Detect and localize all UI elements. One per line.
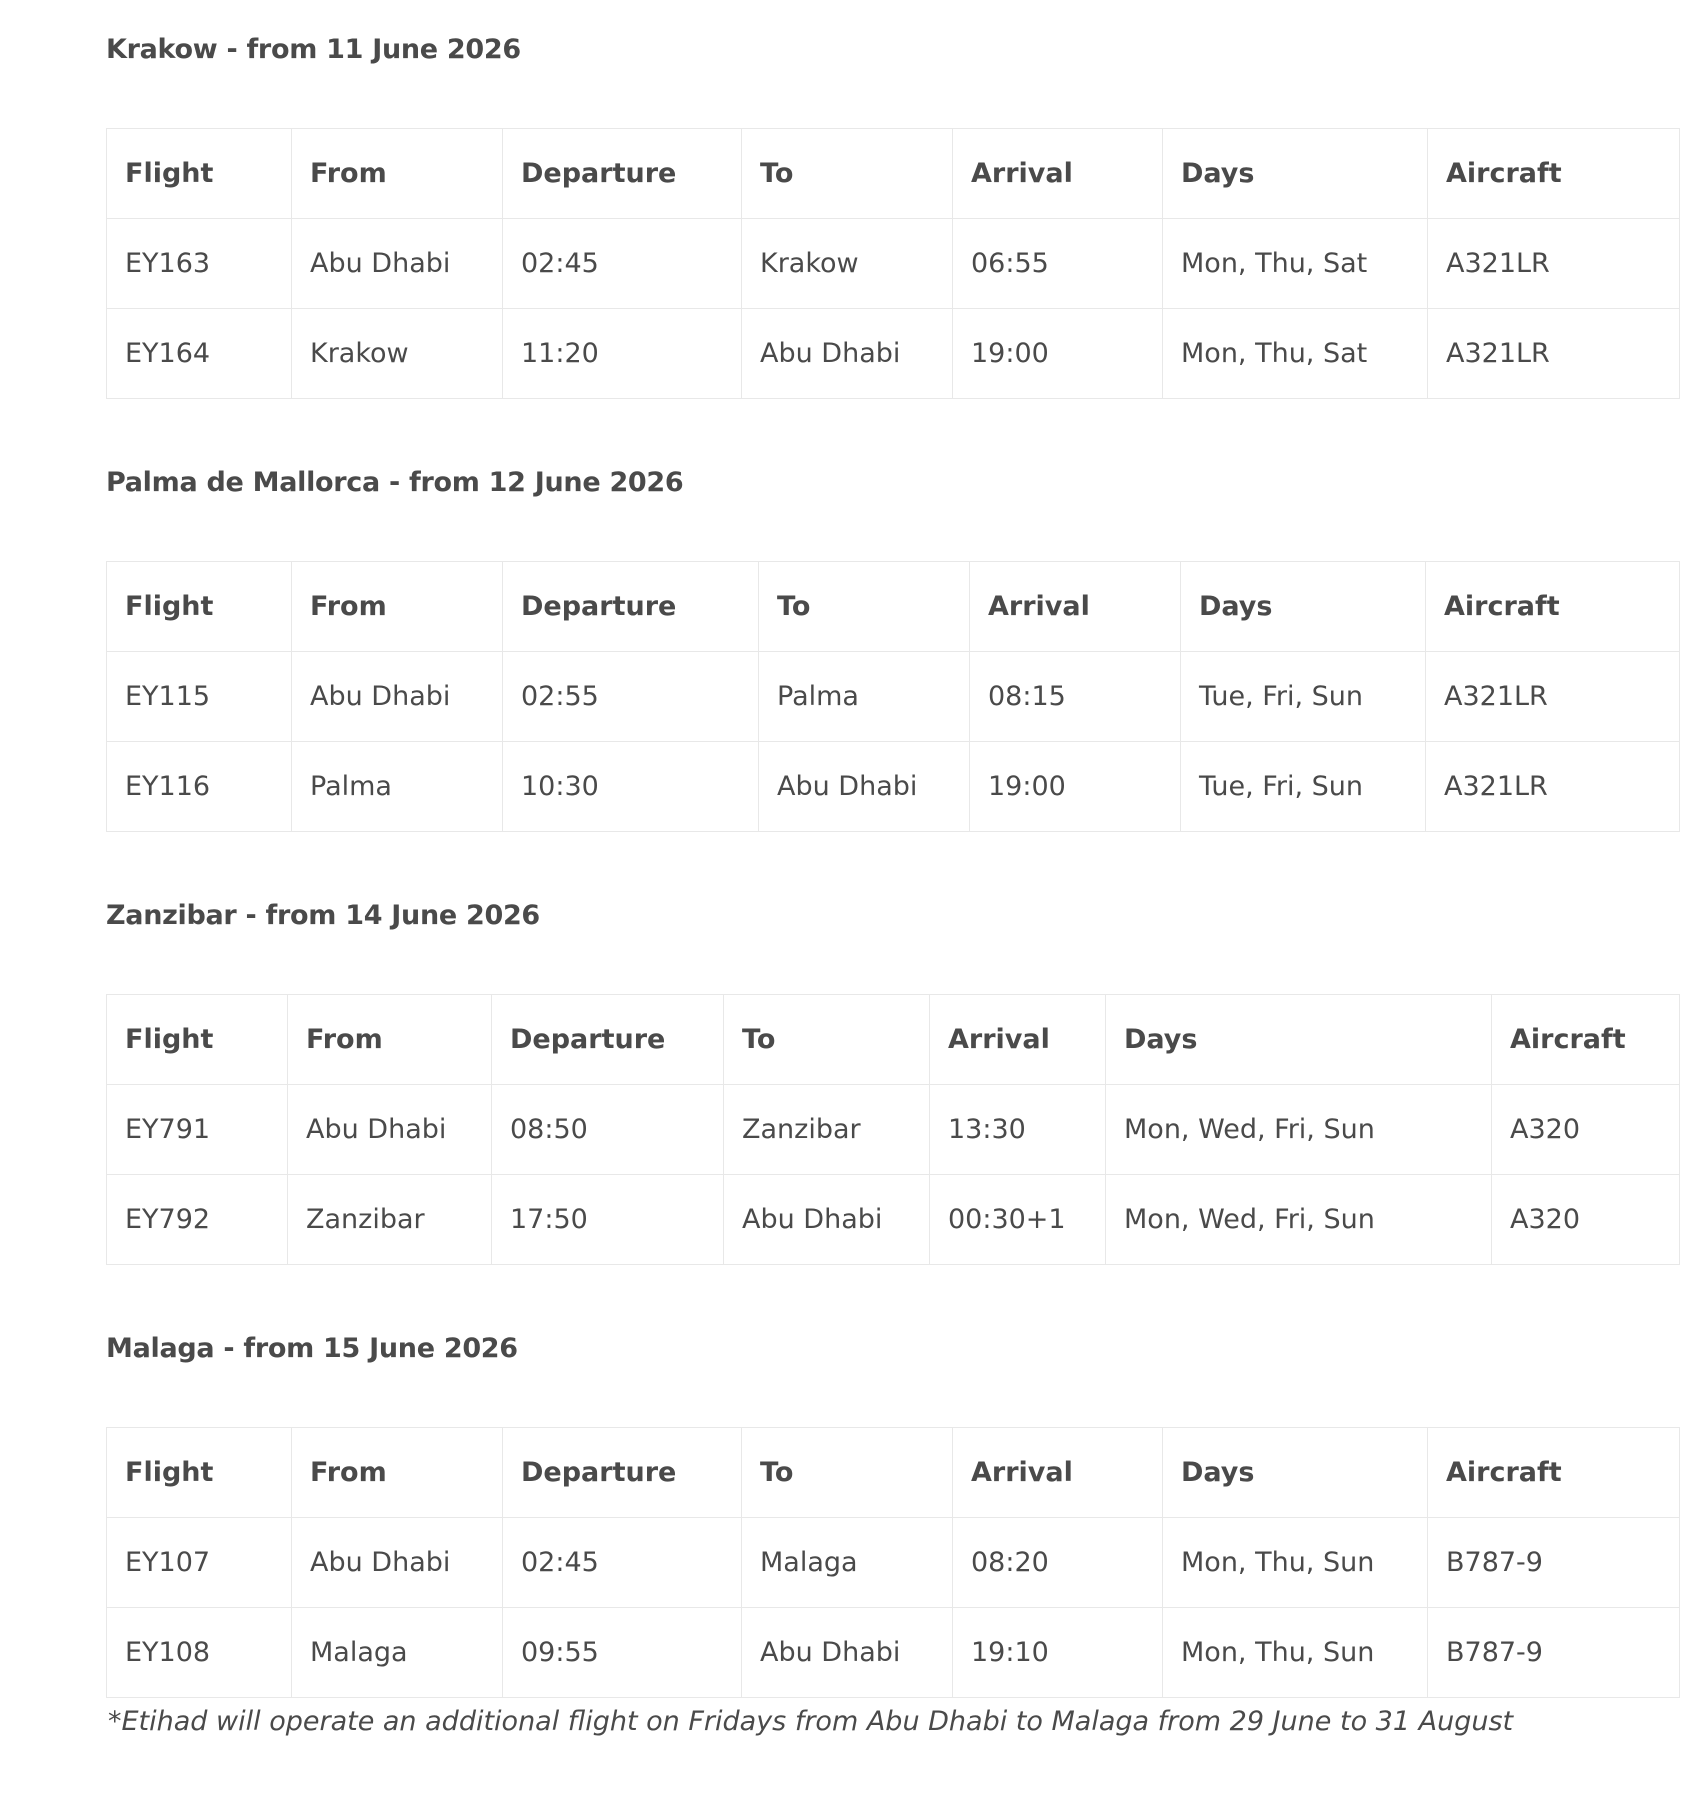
route-title-krakow: Krakow - from 11 June 2026 xyxy=(106,34,521,65)
table-header-row xyxy=(107,995,1680,1085)
operating-days-cell: Mon, Thu, Sat xyxy=(1163,219,1428,309)
arrival-time-cell: 08:20 xyxy=(953,1518,1163,1608)
table-row xyxy=(107,1085,1680,1175)
table-header-row xyxy=(107,562,1680,652)
column-header-to: To xyxy=(742,129,953,219)
flight-number-cell: EY791 xyxy=(107,1085,288,1175)
column-header-aircraft: Aircraft xyxy=(1492,995,1680,1085)
column-header-flight: Flight xyxy=(107,1428,292,1518)
column-header-from: From xyxy=(292,562,503,652)
destination-cell: Abu Dhabi xyxy=(742,1608,953,1698)
flight-number-cell: EY163 xyxy=(107,219,292,309)
route-title-palma: Palma de Mallorca - from 12 June 2026 xyxy=(106,467,684,498)
origin-cell: Palma xyxy=(292,742,503,832)
arrival-time-cell: 19:10 xyxy=(953,1608,1163,1698)
table-row xyxy=(107,309,1680,399)
arrival-time-cell: 19:00 xyxy=(970,742,1181,832)
column-header-departure: Departure xyxy=(503,1428,742,1518)
origin-cell: Abu Dhabi xyxy=(292,1518,503,1608)
column-header-arrival: Arrival xyxy=(953,129,1163,219)
destination-cell: Abu Dhabi xyxy=(742,309,953,399)
route-title-malaga: Malaga - from 15 June 2026 xyxy=(106,1333,518,1364)
column-header-from: From xyxy=(288,995,492,1085)
flight-number-cell: EY115 xyxy=(107,652,292,742)
aircraft-cell: A321LR xyxy=(1426,652,1680,742)
route-title-zanzibar: Zanzibar - from 14 June 2026 xyxy=(106,900,540,931)
flight-number-cell: EY792 xyxy=(107,1175,288,1265)
operating-days-cell: Mon, Thu, Sat xyxy=(1163,309,1428,399)
schedule-table-palma xyxy=(106,561,1680,832)
aircraft-cell: B787-9 xyxy=(1428,1608,1680,1698)
aircraft-cell: A321LR xyxy=(1428,309,1680,399)
column-header-arrival: Arrival xyxy=(970,562,1181,652)
destination-cell: Abu Dhabi xyxy=(759,742,970,832)
column-header-days: Days xyxy=(1181,562,1426,652)
table-row xyxy=(107,1175,1680,1265)
column-header-aircraft: Aircraft xyxy=(1426,562,1680,652)
table-header-row xyxy=(107,1428,1680,1518)
aircraft-cell: B787-9 xyxy=(1428,1518,1680,1608)
origin-cell: Krakow xyxy=(292,309,503,399)
operating-days-cell: Tue, Fri, Sun xyxy=(1181,652,1426,742)
operating-days-cell: Mon, Wed, Fri, Sun xyxy=(1106,1175,1492,1265)
destination-cell: Malaga xyxy=(742,1518,953,1608)
departure-time-cell: 17:50 xyxy=(492,1175,724,1265)
operating-days-cell: Tue, Fri, Sun xyxy=(1181,742,1426,832)
table-row xyxy=(107,219,1680,309)
table-row xyxy=(107,1518,1680,1608)
column-header-flight: Flight xyxy=(107,995,288,1085)
operating-days-cell: Mon, Thu, Sun xyxy=(1163,1608,1428,1698)
column-header-days: Days xyxy=(1106,995,1492,1085)
column-header-departure: Departure xyxy=(503,129,742,219)
origin-cell: Zanzibar xyxy=(288,1175,492,1265)
arrival-time-cell: 13:30 xyxy=(930,1085,1106,1175)
column-header-from: From xyxy=(292,129,503,219)
column-header-from: From xyxy=(292,1428,503,1518)
destination-cell: Zanzibar xyxy=(724,1085,930,1175)
aircraft-cell: A320 xyxy=(1492,1175,1680,1265)
arrival-time-cell: 00:30+1 xyxy=(930,1175,1106,1265)
flight-number-cell: EY108 xyxy=(107,1608,292,1698)
origin-cell: Malaga xyxy=(292,1608,503,1698)
column-header-flight: Flight xyxy=(107,562,292,652)
column-header-aircraft: Aircraft xyxy=(1428,1428,1680,1518)
operating-days-cell: Mon, Wed, Fri, Sun xyxy=(1106,1085,1492,1175)
arrival-time-cell: 06:55 xyxy=(953,219,1163,309)
departure-time-cell: 08:50 xyxy=(492,1085,724,1175)
table-row xyxy=(107,652,1680,742)
aircraft-cell: A320 xyxy=(1492,1085,1680,1175)
flight-schedule-content xyxy=(106,0,1679,1737)
table-header-row xyxy=(107,129,1680,219)
column-header-to: To xyxy=(759,562,970,652)
departure-time-cell: 02:45 xyxy=(503,1518,742,1608)
column-header-to: To xyxy=(742,1428,953,1518)
column-header-aircraft: Aircraft xyxy=(1428,129,1680,219)
schedule-table-zanzibar xyxy=(106,994,1680,1265)
schedule-table-krakow xyxy=(106,128,1680,399)
arrival-time-cell: 08:15 xyxy=(970,652,1181,742)
table-row xyxy=(107,1608,1680,1698)
departure-time-cell: 10:30 xyxy=(503,742,759,832)
departure-time-cell: 02:55 xyxy=(503,652,759,742)
column-header-departure: Departure xyxy=(492,995,724,1085)
column-header-to: To xyxy=(724,995,930,1085)
departure-time-cell: 09:55 xyxy=(503,1608,742,1698)
arrival-time-cell: 19:00 xyxy=(953,309,1163,399)
column-header-arrival: Arrival xyxy=(930,995,1106,1085)
column-header-departure: Departure xyxy=(503,562,759,652)
column-header-flight: Flight xyxy=(107,129,292,219)
footnote: *Etihad will operate an additional flight on Fridays from Abu Dhabi to Malaga from 29 June to 31 August xyxy=(108,1706,1514,1737)
origin-cell: Abu Dhabi xyxy=(292,652,503,742)
flight-number-cell: EY164 xyxy=(107,309,292,399)
column-header-days: Days xyxy=(1163,1428,1428,1518)
operating-days-cell: Mon, Thu, Sun xyxy=(1163,1518,1428,1608)
schedule-table-malaga xyxy=(106,1427,1680,1698)
column-header-arrival: Arrival xyxy=(953,1428,1163,1518)
flight-number-cell: EY107 xyxy=(107,1518,292,1608)
flight-number-cell: EY116 xyxy=(107,742,292,832)
aircraft-cell: A321LR xyxy=(1428,219,1680,309)
column-header-days: Days xyxy=(1163,129,1428,219)
destination-cell: Abu Dhabi xyxy=(724,1175,930,1265)
origin-cell: Abu Dhabi xyxy=(288,1085,492,1175)
departure-time-cell: 02:45 xyxy=(503,219,742,309)
destination-cell: Krakow xyxy=(742,219,953,309)
departure-time-cell: 11:20 xyxy=(503,309,742,399)
origin-cell: Abu Dhabi xyxy=(292,219,503,309)
destination-cell: Palma xyxy=(759,652,970,742)
table-row xyxy=(107,742,1680,832)
aircraft-cell: A321LR xyxy=(1426,742,1680,832)
